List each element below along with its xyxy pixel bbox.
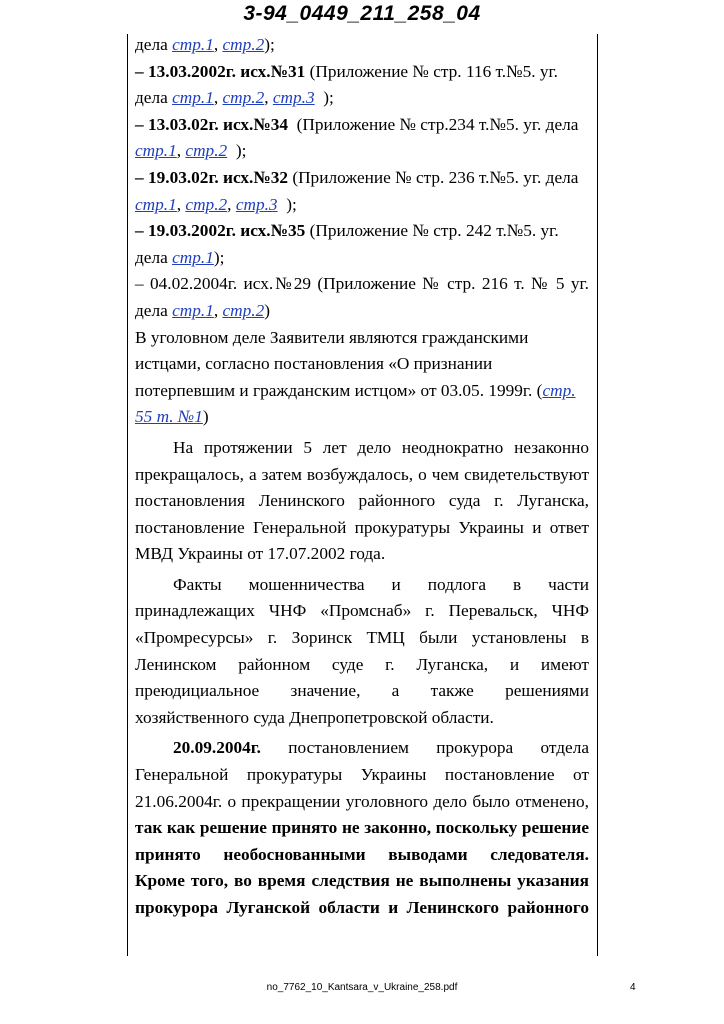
text: ,	[213, 300, 223, 320]
text-line: постановление Генеральной прокуратуры Украины и ответ	[135, 517, 589, 537]
text-line	[135, 404, 589, 431]
text-line	[135, 138, 589, 165]
page-link[interactable]: стр.2	[222, 300, 265, 320]
text: );	[264, 35, 275, 54]
text-line: На протяжении 5 лет дело неоднократно незаконно	[173, 437, 589, 457]
text-line: постановления Ленинского районного суда г. Луганска,	[135, 491, 589, 511]
page-link[interactable]: стр.3	[272, 88, 315, 108]
page-link[interactable]: стр.2	[185, 141, 228, 161]
text-line	[135, 271, 589, 298]
text-line: 21.06.2004г. о прекращении уголовного дело было отменено,	[135, 791, 589, 811]
text: – 04.02.2004г. исх.№29 (Приложение № стр. 216 т. № 5 уг.	[135, 274, 589, 294]
page-link[interactable]: стр.1	[172, 88, 214, 108]
footer-filename: no_7762_10_Kantsara_v_Ukraine_258.pdf	[266, 982, 458, 993]
text-line: Ленинском районном суде г. Луганска, и имеют	[135, 654, 589, 674]
text: ,	[176, 194, 186, 214]
text-line: Факты мошенничества и подлога в части	[173, 574, 589, 594]
text: так как	[135, 818, 200, 838]
text: ,	[264, 88, 273, 108]
text-line: прекращалось, а затем возбуждалось, о чем свидетельствуют	[135, 464, 589, 484]
text-line: В уголовном деле Заявители являются гражданскими	[135, 327, 529, 347]
text-line	[135, 378, 589, 405]
text: );	[277, 194, 297, 214]
page-link[interactable]: стр.1	[135, 194, 177, 214]
text-line: хозяйственного суда Днепропетровской области.	[135, 707, 494, 727]
text-line: Генеральной прокуратуры Украины постановление от	[135, 765, 589, 785]
text-line	[135, 192, 589, 219]
text: ,	[227, 194, 236, 214]
text-line: принадлежащих ЧНФ «Промснаб» г. Перевальск, ЧНФ	[135, 601, 589, 621]
page-link[interactable]: стр.1	[172, 247, 214, 267]
paragraph-3	[135, 735, 589, 921]
letter-ref: – 13.03.2002г. исх.№31	[135, 61, 306, 81]
text: );	[227, 141, 247, 161]
text: (Приложение № стр.234 т.№5. уг. дела	[288, 114, 579, 134]
document-body	[135, 32, 589, 922]
text-line	[135, 245, 589, 272]
text-line	[135, 85, 589, 112]
text-bold: Кроме того, во время следствия не выполнены указания	[135, 871, 589, 891]
paragraph-1	[135, 435, 589, 568]
text-line: МВД Украины от 17.07.2002 года.	[135, 544, 386, 564]
text-line	[135, 815, 589, 842]
text-bold: решение принято не законно, поскольку решение	[199, 818, 589, 838]
text-line: преюдициальное значение, а также решениями	[135, 681, 589, 701]
text-bold: прокурора Луганской области и Ленинского районного	[135, 898, 589, 917]
page-link[interactable]: стр.2	[185, 194, 228, 214]
text-line	[135, 298, 589, 325]
text: ,	[213, 35, 223, 54]
text-line	[135, 218, 589, 245]
text: (Приложение № стр. 242 т.№5. уг.	[305, 221, 559, 241]
text: дела	[135, 247, 173, 267]
text: (Приложение № стр. 236 т.№5. уг. дела	[288, 167, 579, 187]
date-bold: 20.09.2004г.	[173, 738, 261, 758]
text-line: «Промресурсы» г. Зоринск ТМЦ были установлены в	[135, 628, 589, 648]
text: )	[202, 407, 209, 427]
text-line	[135, 112, 589, 139]
page-link[interactable]: 55 т. №1	[135, 407, 203, 427]
text: );	[314, 88, 334, 108]
left-margin-line	[127, 34, 128, 956]
page-number: 4	[630, 982, 636, 993]
text: потерпевшим и гражданским истцом» от 03.05. 1999г. (	[135, 380, 543, 400]
letter-ref: – 19.03.02г. исх.№32	[135, 167, 288, 187]
text-line	[135, 868, 589, 895]
text: дела	[135, 88, 173, 108]
document-header: 3-94_0449_211_258_04	[243, 2, 481, 25]
text: постановлением прокурора отдела	[260, 738, 589, 758]
page-link[interactable]: стр.	[542, 380, 576, 400]
right-margin-line	[597, 34, 598, 956]
text: );	[213, 247, 225, 267]
text-bold: принято необоснованными выводами следователя.	[135, 844, 589, 864]
page-link[interactable]: стр.1	[172, 300, 214, 320]
page-link[interactable]: стр.1	[172, 35, 214, 54]
text-line	[135, 32, 589, 59]
text-line: истцами, согласно постановления «О признании	[135, 354, 493, 374]
text: дела	[135, 300, 173, 320]
paragraph-2	[135, 572, 589, 732]
text: ,	[213, 88, 223, 108]
text-line	[135, 165, 589, 192]
text: )	[264, 300, 271, 320]
text: (Приложение № стр. 116 т.№5. уг.	[305, 61, 558, 81]
page-link[interactable]: стр.1	[135, 141, 177, 161]
text-line	[135, 59, 589, 86]
text: дела	[135, 35, 173, 54]
text-line	[135, 735, 589, 762]
page-link[interactable]: стр.2	[222, 88, 265, 108]
page-link[interactable]: стр.2	[222, 35, 265, 54]
text: ,	[176, 141, 186, 161]
letter-ref: – 19.03.2002г. исх.№35	[135, 221, 306, 241]
text-line	[135, 895, 589, 922]
text-line	[135, 842, 589, 869]
page-link[interactable]: стр.3	[235, 194, 278, 214]
letter-ref: – 13.03.02г. исх.№34	[135, 114, 288, 134]
